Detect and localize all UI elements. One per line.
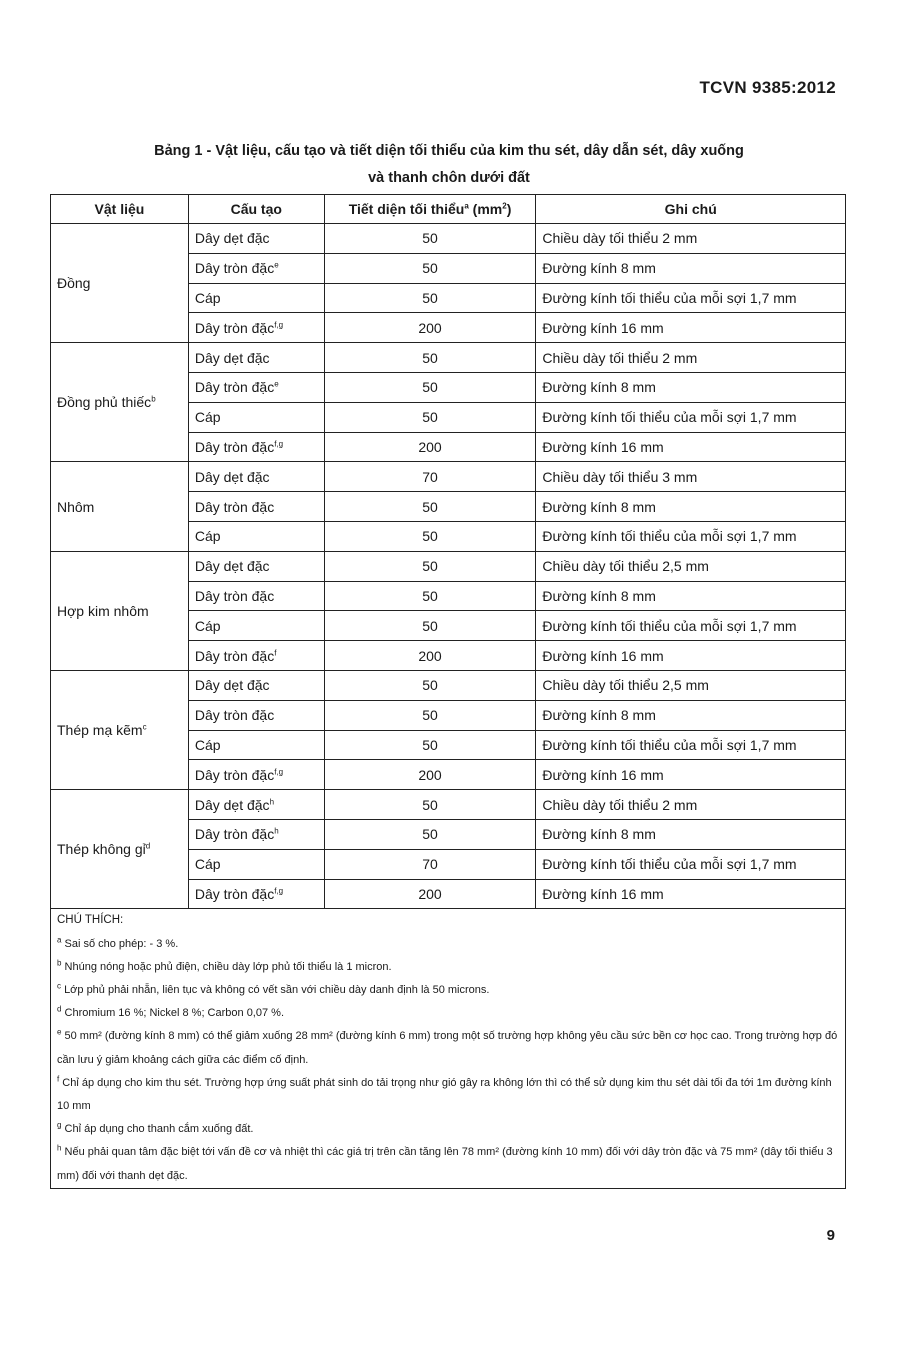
note-cell: Đường kính 16 mm — [536, 760, 846, 790]
footnote-text: Chỉ áp dụng cho thanh cắm xuống đất. — [64, 1123, 254, 1136]
section-cell: 70 — [324, 462, 536, 492]
construction-cell — [188, 700, 324, 730]
note-cell: Chiều dày tối thiểu 2,5 mm — [536, 670, 846, 700]
header-section-sup: a — [464, 201, 469, 211]
note-cell: Đường kính tối thiểu của mỗi sợi 1,7 mm — [536, 521, 846, 551]
page-number: 9 — [826, 1227, 835, 1244]
construction-cell — [188, 849, 324, 879]
note-cell: Đường kính 16 mm — [536, 641, 846, 671]
material-name: Thép mạ kẽm — [57, 722, 143, 739]
note-cell: Đường kính tối thiểu của mỗi sợi 1,7 mm — [536, 283, 846, 313]
construction-label: Dây tròn đặc — [194, 826, 275, 843]
construction-sup: f — [274, 647, 277, 657]
footnote-text: 50 mm² (đường kính 8 mm) có thể giảm xuống 28 mm² (đường kính 6 mm) trong một số trường hợp không yêu cầu sức bền cơ học cao. Trong trường hợp đó cần lưu ý giảm khoảng cách giữa các điểm cố định. — [57, 1030, 838, 1066]
section-cell: 50 — [324, 730, 536, 760]
note-cell: Đường kính tối thiểu của mỗi sợi 1,7 mm — [536, 730, 846, 760]
section-cell: 200 — [324, 760, 536, 790]
section-cell: 50 — [324, 581, 536, 611]
caption-line-1: Bảng 1 - Vật liệu, cấu tạo và tiết diện tối thiểu của kim thu sét, dây dẫn sét, dây xuống — [154, 143, 744, 159]
material-sup: d — [145, 841, 151, 851]
header-material: Vật liệu — [51, 195, 189, 224]
footnote-text: Sai số cho phép: - 3 %. — [64, 937, 179, 950]
note-cell: Chiều dày tối thiểu 2 mm — [536, 790, 846, 820]
material-name: Thép không gỉ — [57, 841, 146, 858]
construction-label: Dây tròn đặc — [194, 707, 275, 724]
note-cell: Đường kính 8 mm — [536, 372, 846, 402]
construction-label: Dây tròn đặc — [194, 319, 275, 336]
footnote-text: Nhúng nóng hoặc phủ điện, chiều dày lớp phủ tối thiểu là 1 micron. — [64, 960, 392, 973]
header-section — [324, 195, 536, 224]
construction-sup: h — [274, 826, 279, 836]
construction-cell — [188, 224, 324, 254]
footnote-text: Nếu phải quan tâm đặc biệt tới vấn đề cơ và nhiệt thì các giá trị trên cần tăng lên 78 mm² (đường kính 10 mm) đối với dây tròn đặc và 75 mm² (dây tối thiểu 3 mm) đối với thanh dẹt đặc. — [57, 1146, 833, 1182]
note-cell: Chiều dày tối thiểu 3 mm — [536, 462, 846, 492]
construction-cell — [188, 581, 324, 611]
construction-cell — [188, 551, 324, 581]
footnote-mark: e — [57, 1027, 62, 1037]
section-cell: 50 — [324, 283, 536, 313]
note-cell: Đường kính 8 mm — [536, 581, 846, 611]
section-cell: 50 — [324, 700, 536, 730]
construction-cell — [188, 343, 324, 373]
section-cell: 50 — [324, 343, 536, 373]
construction-label: Dây tròn đặc — [194, 379, 275, 396]
construction-label: Dây dẹt đặc — [194, 468, 270, 485]
construction-cell — [188, 402, 324, 432]
construction-cell — [188, 283, 324, 313]
table-row — [51, 224, 846, 254]
note-cell: Đường kính tối thiểu của mỗi sợi 1,7 mm — [536, 402, 846, 432]
construction-cell — [188, 670, 324, 700]
section-cell: 200 — [324, 313, 536, 343]
section-cell: 50 — [324, 253, 536, 283]
section-cell: 50 — [324, 670, 536, 700]
note-cell: Đường kính tối thiểu của mỗi sợi 1,7 mm — [536, 611, 846, 641]
footnote-mark: g — [57, 1120, 62, 1130]
header-section-unit-sup: 2 — [502, 201, 507, 211]
construction-label: Dây tròn đặc — [194, 438, 275, 455]
table-header-row — [51, 195, 846, 224]
footnote-item — [57, 1072, 839, 1118]
construction-sup: f,g — [274, 439, 284, 449]
note-cell: Chiều dày tối thiểu 2 mm — [536, 343, 846, 373]
section-cell: 50 — [324, 611, 536, 641]
header-section-unit-open: (mm — [468, 201, 503, 217]
construction-cell — [188, 372, 324, 402]
header-notes: Ghi chú — [536, 195, 846, 224]
note-cell: Đường kính 16 mm — [536, 879, 846, 909]
construction-sup: f,g — [274, 320, 284, 330]
construction-label: Dây dẹt đặc — [194, 230, 270, 247]
material-name: Hợp kim nhôm — [57, 602, 149, 619]
footnote-item — [57, 1025, 839, 1071]
table-caption — [50, 138, 848, 192]
caption-line-2: và thanh chôn dưới đất — [368, 170, 530, 186]
construction-label: Dây tròn đặc — [194, 647, 275, 664]
material-name: Đồng phủ thiếc — [57, 394, 152, 411]
header-section-label: Tiết diện tối thiểu — [348, 201, 465, 217]
section-cell: 50 — [324, 372, 536, 402]
section-cell: 200 — [324, 641, 536, 671]
construction-label: Cáp — [194, 617, 221, 634]
note-cell: Đường kính 8 mm — [536, 492, 846, 522]
material-cell — [51, 462, 189, 551]
material-name: Nhôm — [57, 498, 95, 515]
construction-label: Cáp — [194, 409, 221, 426]
construction-sup: h — [269, 796, 275, 806]
standard-code: TCVN 9385:2012 — [699, 78, 836, 97]
construction-cell — [188, 253, 324, 283]
footnote-text: Chromium 16 %; Nickel 8 %; Carbon 0,07 %. — [64, 1007, 284, 1020]
footnote-mark: b — [57, 958, 62, 968]
footnote-mark: a — [57, 934, 62, 944]
footnotes-cell — [51, 909, 846, 1188]
section-cell: 50 — [324, 819, 536, 849]
note-cell: Chiều dày tối thiểu 2,5 mm — [536, 551, 846, 581]
header-construction: Cấu tạo — [188, 195, 324, 224]
construction-cell — [188, 819, 324, 849]
footnote-item — [57, 1141, 839, 1187]
construction-label: Cáp — [194, 528, 221, 545]
footnote-mark: h — [57, 1143, 62, 1153]
footnote-text: Lớp phủ phải nhẵn, liên tục và không có vết sần với chiều dày danh định là 50 microns. — [64, 983, 490, 996]
note-cell: Đường kính 8 mm — [536, 700, 846, 730]
table-row — [51, 343, 846, 373]
material-cell — [51, 790, 189, 909]
construction-cell — [188, 462, 324, 492]
section-cell: 50 — [324, 521, 536, 551]
section-cell: 50 — [324, 224, 536, 254]
construction-label: Cáp — [194, 736, 221, 753]
table-row — [51, 551, 846, 581]
footnote-mark: f — [57, 1074, 60, 1084]
material-name: Đồng — [57, 275, 91, 292]
note-cell: Đường kính 16 mm — [536, 432, 846, 462]
construction-cell — [188, 730, 324, 760]
construction-sup: f,g — [274, 886, 284, 896]
construction-cell — [188, 611, 324, 641]
construction-label: Dây tròn đặc — [194, 260, 275, 277]
material-cell — [51, 224, 189, 343]
footnote-mark: c — [57, 981, 61, 991]
table-row — [51, 670, 846, 700]
construction-label: Dây dẹt đặc — [194, 349, 270, 366]
construction-cell — [188, 879, 324, 909]
construction-label: Dây dẹt đặc — [194, 558, 270, 575]
construction-label: Dây dẹt đặc — [194, 677, 270, 694]
construction-cell — [188, 521, 324, 551]
section-cell: 50 — [324, 790, 536, 820]
material-cell — [51, 551, 189, 670]
footnote-text: Chỉ áp dụng cho kim thu sét. Trường hợp ứng suất phát sinh do tải trọng như gió gây ra không lớn thì có thể sử dụng kim thu sét dài tối đa tới 1m đường kính 10 mm — [57, 1076, 832, 1112]
section-cell: 50 — [324, 551, 536, 581]
construction-label: Dây tròn đặc — [194, 587, 275, 604]
section-cell: 50 — [324, 402, 536, 432]
table-row — [51, 462, 846, 492]
table-row — [51, 790, 846, 820]
construction-sup: e — [274, 260, 279, 270]
construction-sup: f,g — [274, 767, 284, 777]
construction-label: Dây dẹt đặc — [194, 796, 270, 813]
material-cell — [51, 343, 189, 462]
construction-cell — [188, 432, 324, 462]
material-sup: b — [151, 394, 156, 404]
footnote-item — [57, 1118, 839, 1141]
materials-table — [50, 194, 846, 1189]
construction-label: Dây tròn đặc — [194, 885, 275, 902]
section-cell: 200 — [324, 879, 536, 909]
section-cell: 50 — [324, 492, 536, 522]
footnote-item — [57, 956, 839, 979]
header-section-unit-close: ) — [506, 201, 512, 217]
note-cell: Đường kính tối thiểu của mỗi sợi 1,7 mm — [536, 849, 846, 879]
construction-sup: e — [274, 379, 279, 389]
construction-cell — [188, 790, 324, 820]
material-cell — [51, 670, 189, 789]
section-cell: 200 — [324, 432, 536, 462]
footnote-mark: d — [57, 1004, 62, 1014]
footnotes-title: CHÚ THÍCH: — [57, 914, 124, 927]
construction-cell — [188, 641, 324, 671]
footnotes-list — [57, 933, 839, 1188]
footnotes-row — [51, 909, 846, 1188]
construction-cell — [188, 760, 324, 790]
footnote-item — [57, 1002, 839, 1025]
construction-label: Dây tròn đặc — [194, 498, 275, 515]
footnote-item — [57, 933, 839, 956]
note-cell: Đường kính 8 mm — [536, 253, 846, 283]
construction-label: Cáp — [194, 856, 221, 873]
note-cell: Đường kính 8 mm — [536, 819, 846, 849]
footnote-item — [57, 979, 839, 1002]
note-cell: Chiều dày tối thiểu 2 mm — [536, 224, 846, 254]
construction-label: Dây tròn đặc — [194, 766, 275, 783]
material-sup: c — [142, 722, 147, 732]
note-cell: Đường kính 16 mm — [536, 313, 846, 343]
construction-cell — [188, 492, 324, 522]
construction-label: Cáp — [194, 289, 221, 306]
section-cell: 70 — [324, 849, 536, 879]
construction-cell — [188, 313, 324, 343]
